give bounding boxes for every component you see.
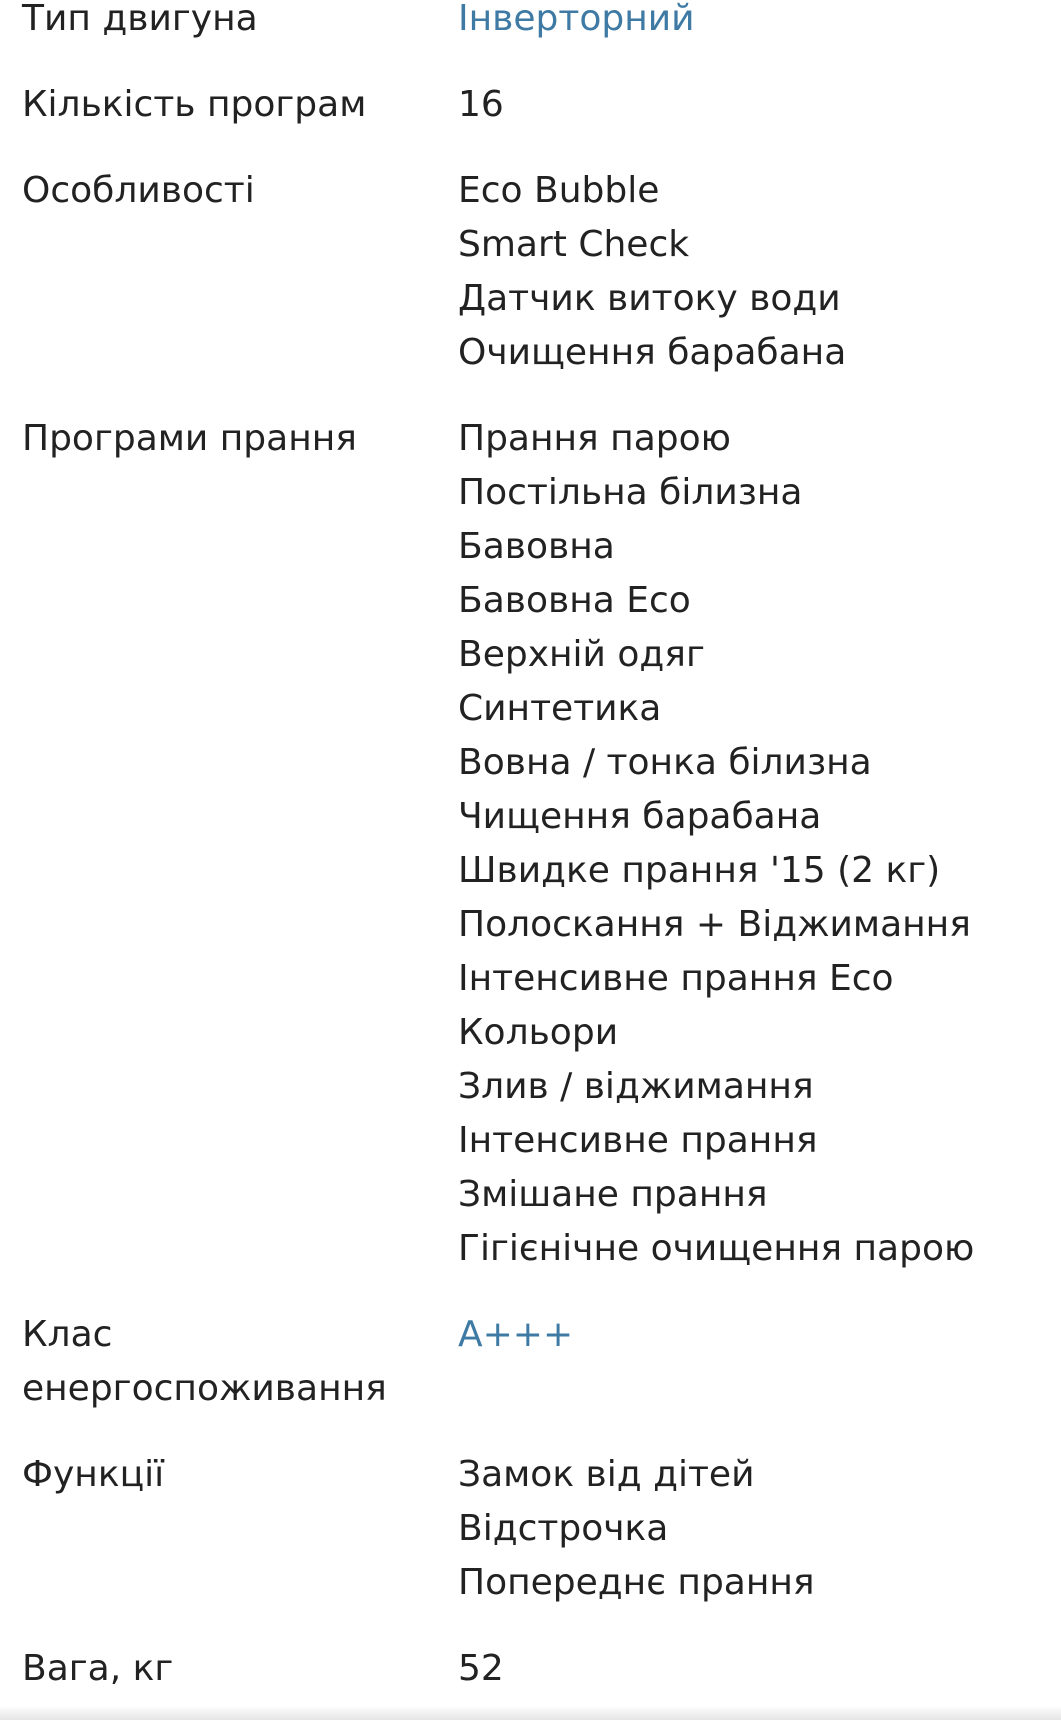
spec-value: Попереднє прання (458, 1562, 815, 1603)
spec-label-cell (0, 164, 458, 380)
spec-value: Гігієнічне очищення парою (458, 1228, 975, 1269)
spec-value: Чищення барабана (458, 796, 822, 837)
spec-value: Eco Bubble (458, 170, 660, 211)
bottom-edge-shadow (0, 1706, 1061, 1720)
spec-values (458, 0, 1061, 46)
spec-label-cell (0, 412, 458, 1276)
spec-row (0, 1308, 1061, 1416)
spec-value: 52 (458, 1648, 504, 1689)
spec-value: Інтенсивне прання (458, 1120, 818, 1161)
spec-value: Злив / віджимання (458, 1066, 814, 1107)
spec-row (0, 412, 1061, 1276)
spec-values (458, 412, 1061, 1276)
spec-label: Вага, кг (22, 1648, 174, 1689)
spec-values (458, 78, 1061, 132)
spec-label: Функції (22, 1454, 165, 1495)
spec-row (0, 0, 1061, 46)
spec-value: Smart Check (458, 224, 690, 265)
spec-value: 16 (458, 84, 504, 125)
spec-value: Інтенсивне прання Eco (458, 958, 894, 999)
spec-label-cell (0, 1642, 458, 1696)
spec-row (0, 164, 1061, 380)
spec-value: Замок від дітей (458, 1454, 755, 1495)
spec-row (0, 1448, 1061, 1610)
spec-value-link[interactable]: Інверторний (458, 0, 695, 39)
spec-value: Верхній одяг (458, 634, 705, 675)
spec-label: Кількість програм (22, 84, 367, 125)
spec-value: Полоскання + Віджимання (458, 904, 971, 945)
spec-value: Швидке прання '15 (2 кг) (458, 850, 941, 891)
spec-value: Змішане прання (458, 1174, 768, 1215)
spec-value: Постільна білизна (458, 472, 803, 513)
spec-value: Очищення барабана (458, 332, 847, 373)
spec-label: Клас енергоспоживання (22, 1314, 387, 1409)
spec-label-cell (0, 1308, 458, 1416)
spec-value: Бавовна (458, 526, 615, 567)
spec-values (458, 164, 1061, 380)
spec-value: Бавовна Eco (458, 580, 691, 621)
spec-label-cell (0, 1448, 458, 1610)
spec-values (458, 1642, 1061, 1696)
spec-value: Кольори (458, 1012, 619, 1053)
spec-value: Синтетика (458, 688, 662, 729)
spec-label: Особливості (22, 170, 255, 211)
spec-label-cell (0, 0, 458, 46)
spec-row (0, 78, 1061, 132)
spec-row (0, 1642, 1061, 1696)
spec-value: Відстрочка (458, 1508, 669, 1549)
spec-values (458, 1308, 1061, 1416)
spec-label: Програми прання (22, 418, 357, 459)
spec-values (458, 1448, 1061, 1610)
spec-label: Тип двигуна (22, 0, 258, 39)
spec-value: Датчик витоку води (458, 278, 841, 319)
spec-value-link[interactable]: A+++ (458, 1314, 574, 1355)
spec-value: Вовна / тонка білизна (458, 742, 872, 783)
spec-value: Прання парою (458, 418, 731, 459)
spec-label-cell (0, 78, 458, 132)
